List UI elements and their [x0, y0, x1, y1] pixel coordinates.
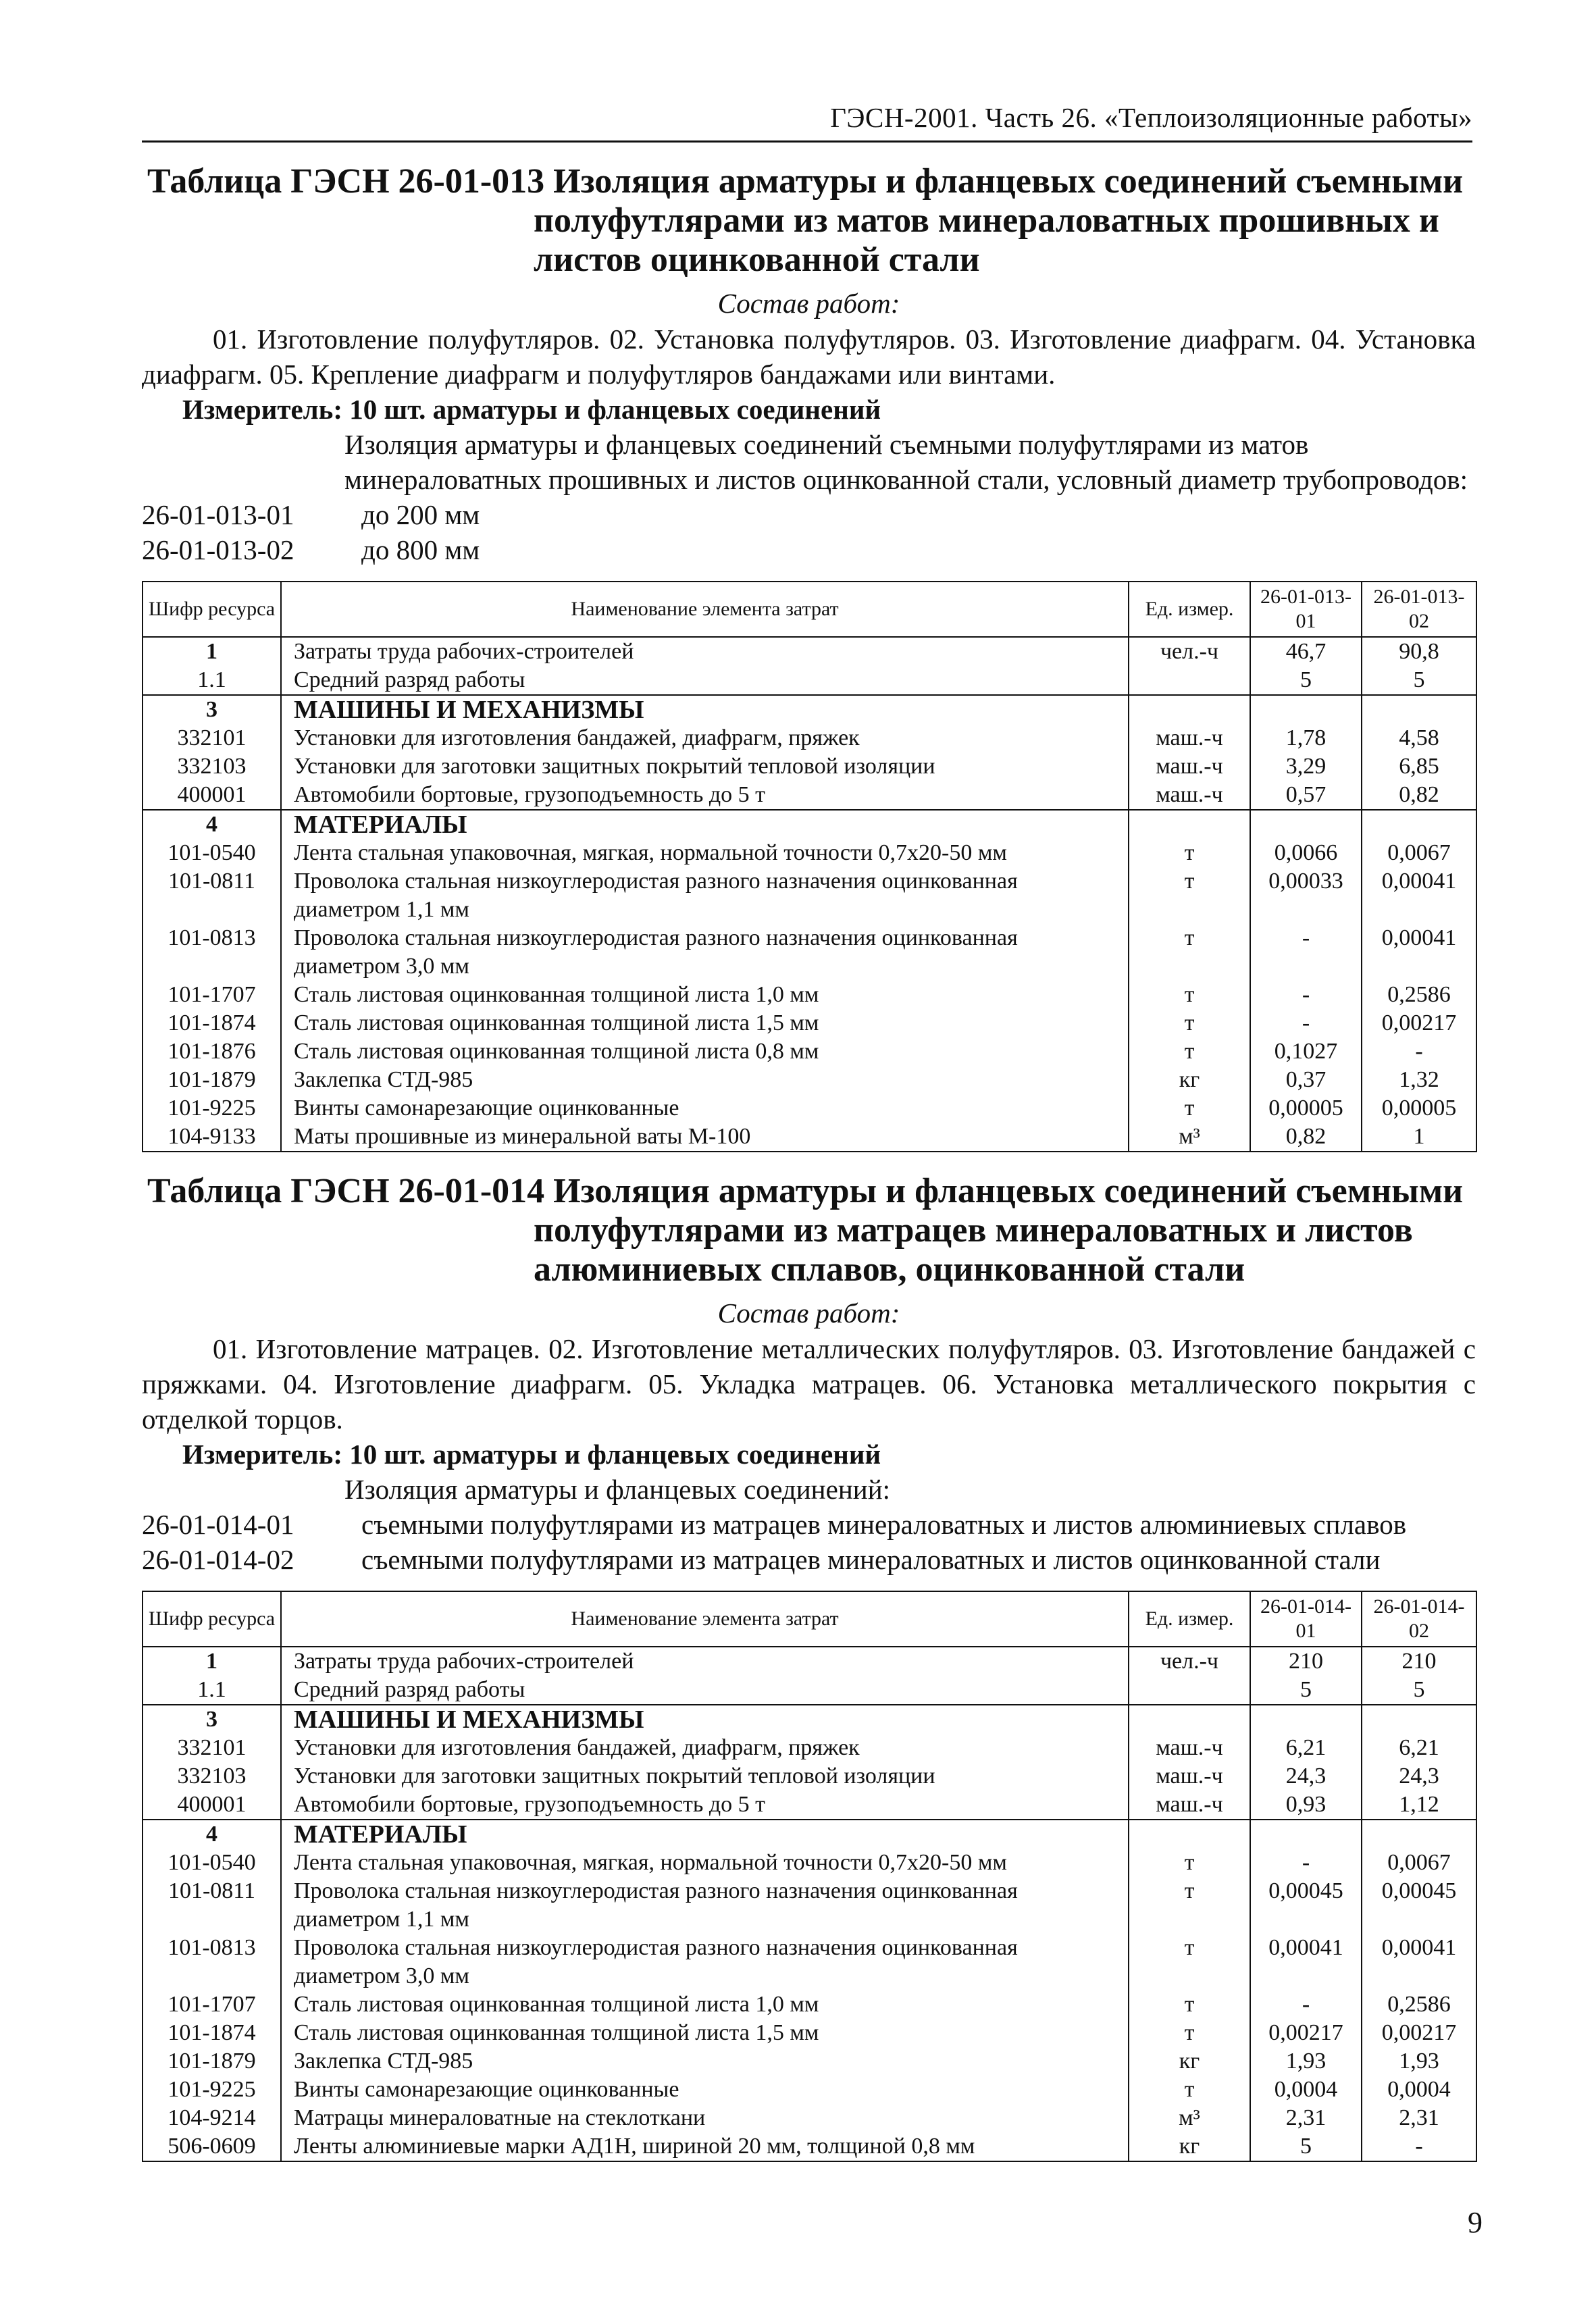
cell-code: 101-0540: [143, 1849, 281, 1877]
cell-name: Автомобили бортовые, грузоподъемность до 5 т: [281, 781, 1129, 810]
table-row: [143, 867, 1476, 924]
cell-norm-2: -: [1362, 1037, 1476, 1066]
norm-codes: [142, 497, 1476, 567]
cell-unit: м³: [1129, 2104, 1250, 2132]
cell-unit: [1129, 1676, 1250, 1705]
cell-name: МАТЕРИАЛЫ: [281, 1820, 1129, 1849]
title-line-3: алюминиевых сплавов, оцинкованной стали: [534, 1250, 1245, 1289]
composition-heading: Состав работ:: [717, 288, 900, 319]
cell-code: 4: [143, 1820, 281, 1849]
cell-name: Винты самонарезающие оцинкованные: [281, 1094, 1129, 1123]
cell-code: 101-0540: [143, 839, 281, 867]
cell-norm-2: 0,2586: [1362, 1990, 1476, 2019]
table-group-heading-row: [143, 810, 1476, 839]
norm-code-row: [142, 532, 1476, 567]
table-row: [143, 981, 1476, 1009]
cell-norm-1: [1250, 1820, 1362, 1849]
cell-norm-1: 5: [1250, 2132, 1362, 2161]
cell-unit: чел.-ч: [1129, 637, 1250, 666]
meter-line: Измеритель: 10 шт. арматуры и фланцевых соединений: [182, 1439, 881, 1470]
col-header-unit: Ед. измер.: [1129, 1591, 1250, 1647]
cell-norm-1: 5: [1250, 1676, 1362, 1705]
table-title: [142, 162, 1476, 280]
cell-name: Автомобили бортовые, грузоподъемность до 5 т: [281, 1791, 1129, 1820]
cell-norm-1: 0,93: [1250, 1791, 1362, 1820]
cell-code: 1.1: [143, 666, 281, 695]
cell-name: Затраты труда рабочих-строителей: [281, 1647, 1129, 1676]
cell-code: 400001: [143, 1791, 281, 1820]
cell-code: 4: [143, 810, 281, 839]
cell-unit: т: [1129, 1849, 1250, 1877]
cell-norm-1: -: [1250, 981, 1362, 1009]
cell-norm-2: 1,32: [1362, 1066, 1476, 1094]
table-row: [143, 839, 1476, 867]
cell-name: Маты прошивные из минеральной ваты М-100: [281, 1123, 1129, 1152]
cell-norm-2: 0,00041: [1362, 867, 1476, 924]
title-line-2: полуфутлярами из матрацев минераловатных и листов: [534, 1211, 1413, 1250]
cell-unit: т: [1129, 1037, 1250, 1066]
cell-norm-1: 0,57: [1250, 781, 1362, 810]
table-header-row: [143, 1591, 1476, 1647]
table-row: [143, 2019, 1476, 2047]
cell-norm-1: 24,3: [1250, 1762, 1362, 1791]
cell-norm-2: 0,00041: [1362, 1934, 1476, 1990]
cell-norm-2: 1,93: [1362, 2047, 1476, 2076]
table-group-heading-row: [143, 695, 1476, 724]
table-row: [143, 1066, 1476, 1094]
cell-norm-2: 1,12: [1362, 1791, 1476, 1820]
table-row: [143, 1762, 1476, 1791]
cell-unit: т: [1129, 1877, 1250, 1934]
table-header-row: [143, 582, 1476, 637]
cell-code: 101-0813: [143, 924, 281, 981]
cell-name: Средний разряд работы: [281, 1676, 1129, 1705]
cell-code: 3: [143, 695, 281, 724]
cell-unit: кг: [1129, 2132, 1250, 2161]
cell-unit: маш.-ч: [1129, 1762, 1250, 1791]
cell-unit: т: [1129, 1990, 1250, 2019]
cell-norm-1: -: [1250, 924, 1362, 981]
resource-table: [142, 581, 1477, 1152]
table-row: [143, 1037, 1476, 1066]
table-row: [143, 781, 1476, 810]
cell-code: 101-1879: [143, 2047, 281, 2076]
cell-unit: [1129, 810, 1250, 839]
cell-name: Проволока стальная низкоуглеродистая разного назначения оцинкованная диаметром 3,0 мм: [281, 1934, 1129, 1990]
cell-code: 101-1876: [143, 1037, 281, 1066]
cell-code: 506-0609: [143, 2132, 281, 2161]
col-header-code: Шифр ресурса: [143, 582, 281, 637]
cell-norm-1: 1,78: [1250, 724, 1362, 752]
norm-code: 26-01-014-02: [142, 1544, 294, 1575]
cell-code: 332103: [143, 752, 281, 781]
table-section-26-01-014: [142, 1172, 1476, 2162]
cell-norm-2: 0,2586: [1362, 981, 1476, 1009]
cell-code: 101-1874: [143, 2019, 281, 2047]
table-row: [143, 724, 1476, 752]
cell-norm-1: -: [1250, 1849, 1362, 1877]
title-line-1: Таблица ГЭСН 26-01-013 Изоляция арматуры и фланцевых соединений съемными: [147, 162, 1464, 201]
cell-name: Сталь листовая оцинкованная толщиной листа 0,8 мм: [281, 1037, 1129, 1066]
cell-code: 101-1879: [143, 1066, 281, 1094]
cell-name: Установки для заготовки защитных покрытий тепловой изоляции: [281, 752, 1129, 781]
cell-norm-2: -: [1362, 2132, 1476, 2161]
cell-norm-2: 0,00045: [1362, 1877, 1476, 1934]
cell-code: 1.1: [143, 1676, 281, 1705]
col-header-name: Наименование элемента затрат: [281, 582, 1129, 637]
table-row: [143, 1849, 1476, 1877]
cell-norm-2: 0,00217: [1362, 1009, 1476, 1037]
norm-code-row: [142, 1507, 1476, 1542]
cell-unit: т: [1129, 924, 1250, 981]
cell-code: 101-0811: [143, 1877, 281, 1934]
cell-unit: [1129, 695, 1250, 724]
cell-norm-2: [1362, 1820, 1476, 1849]
norm-intro: Изоляция арматуры и фланцевых соединений:: [344, 1474, 891, 1505]
cell-norm-2: 0,0004: [1362, 2076, 1476, 2104]
norm-code-row: [142, 1542, 1476, 1577]
cell-unit: т: [1129, 2019, 1250, 2047]
cell-unit: т: [1129, 839, 1250, 867]
norm-code-description: съемными полуфутлярами из матрацев минераловатных и листов оцинкованной стали: [361, 1544, 1381, 1575]
cell-unit: [1129, 1705, 1250, 1734]
cell-norm-2: 0,0067: [1362, 839, 1476, 867]
cell-name: Затраты труда рабочих-строителей: [281, 637, 1129, 666]
table-row: [143, 924, 1476, 981]
cell-norm-1: [1250, 1705, 1362, 1734]
cell-unit: маш.-ч: [1129, 724, 1250, 752]
cell-norm-2: [1362, 1705, 1476, 1734]
cell-code: 101-1707: [143, 1990, 281, 2019]
composition-text: 01. Изготовление полуфутляров. 02. Установка полуфутляров. 03. Изготовление диафрагм. 04. Установка диафрагм. 05. Крепление диафрагм и полуфутляров бандажами или винтами.: [142, 324, 1476, 390]
col-header-norm-1: 26-01-013-01: [1250, 582, 1362, 637]
table-row: [143, 1647, 1476, 1676]
cell-norm-1: 0,82: [1250, 1123, 1362, 1152]
table-row: [143, 1094, 1476, 1123]
cell-norm-1: 0,0066: [1250, 839, 1362, 867]
cell-unit: т: [1129, 2076, 1250, 2104]
cell-norm-2: 210: [1362, 1647, 1476, 1676]
cell-code: 101-1707: [143, 981, 281, 1009]
norm-intro: Изоляция арматуры и фланцевых соединений съемными полуфутлярами из матов минераловатных прошивных и листов оцинкованной стали, условный диаметр трубопроводов:: [344, 429, 1468, 495]
cell-unit: т: [1129, 1094, 1250, 1123]
cell-name: Лента стальная упаковочная, мягкая, нормальной точности 0,7х20-50 мм: [281, 839, 1129, 867]
cell-name: Сталь листовая оцинкованная толщиной листа 1,5 мм: [281, 2019, 1129, 2047]
cell-unit: т: [1129, 867, 1250, 924]
cell-name: МАШИНЫ И МЕХАНИЗМЫ: [281, 1705, 1129, 1734]
cell-name: Установки для заготовки защитных покрытий тепловой изоляции: [281, 1762, 1129, 1791]
cell-name: Проволока стальная низкоуглеродистая разного назначения оцинкованная диаметром 1,1 мм: [281, 867, 1129, 924]
cell-norm-1: 5: [1250, 666, 1362, 695]
composition-heading: Состав работ:: [717, 1297, 900, 1329]
table-row: [143, 637, 1476, 666]
running-header: ГЭСН-2001. Часть 26. «Теплоизоляционные работы»: [142, 101, 1472, 143]
cell-name: Винты самонарезающие оцинкованные: [281, 2076, 1129, 2104]
cell-norm-1: -: [1250, 1990, 1362, 2019]
cell-unit: кг: [1129, 1066, 1250, 1094]
cell-unit: чел.-ч: [1129, 1647, 1250, 1676]
cell-unit: т: [1129, 981, 1250, 1009]
cell-code: 332101: [143, 1734, 281, 1762]
table-row: [143, 1734, 1476, 1762]
cell-norm-1: 0,00041: [1250, 1934, 1362, 1990]
cell-code: 101-0813: [143, 1934, 281, 1990]
cell-name: Средний разряд работы: [281, 666, 1129, 695]
cell-norm-1: 6,21: [1250, 1734, 1362, 1762]
cell-name: Ленты алюминиевые марки АД1Н, шириной 20 мм, толщиной 0,8 мм: [281, 2132, 1129, 2161]
norm-code-description: съемными полуфутлярами из матрацев минераловатных и листов алюминиевых сплавов: [361, 1509, 1407, 1540]
col-header-code: Шифр ресурса: [143, 1591, 281, 1647]
table-row: [143, 752, 1476, 781]
title-line-1: Таблица ГЭСН 26-01-014 Изоляция арматуры и фланцевых соединений съемными: [147, 1172, 1464, 1210]
table-row: [143, 2076, 1476, 2104]
norm-code: 26-01-014-01: [142, 1509, 294, 1540]
cell-name: Сталь листовая оцинкованная толщиной листа 1,0 мм: [281, 981, 1129, 1009]
cell-norm-2: 0,0067: [1362, 1849, 1476, 1877]
cell-code: 1: [143, 637, 281, 666]
cell-code: 332103: [143, 1762, 281, 1791]
norm-code-description: до 800 мм: [361, 534, 480, 565]
cell-norm-1: 2,31: [1250, 2104, 1362, 2132]
cell-code: 3: [143, 1705, 281, 1734]
cell-code: 104-9214: [143, 2104, 281, 2132]
cell-unit: маш.-ч: [1129, 781, 1250, 810]
cell-norm-1: 0,1027: [1250, 1037, 1362, 1066]
cell-norm-1: 0,00045: [1250, 1877, 1362, 1934]
cell-unit: т: [1129, 1934, 1250, 1990]
cell-unit: маш.-ч: [1129, 1734, 1250, 1762]
cell-norm-2: 5: [1362, 666, 1476, 695]
cell-name: Установки для изготовления бандажей, диафрагм, пряжек: [281, 1734, 1129, 1762]
table-row: [143, 666, 1476, 695]
cell-unit: м³: [1129, 1123, 1250, 1152]
cell-norm-2: 4,58: [1362, 724, 1476, 752]
table-row: [143, 1791, 1476, 1820]
cell-unit: т: [1129, 1009, 1250, 1037]
norm-code-row: [142, 497, 1476, 532]
cell-norm-2: 1: [1362, 1123, 1476, 1152]
cell-name: Заклепка СТД-985: [281, 2047, 1129, 2076]
cell-name: Сталь листовая оцинкованная толщиной листа 1,5 мм: [281, 1009, 1129, 1037]
cell-name: Проволока стальная низкоуглеродистая разного назначения оцинкованная диаметром 3,0 мм: [281, 924, 1129, 981]
cell-norm-1: 0,37: [1250, 1066, 1362, 1094]
cell-norm-2: 90,8: [1362, 637, 1476, 666]
col-header-name: Наименование элемента затрат: [281, 1591, 1129, 1647]
cell-code: 101-9225: [143, 1094, 281, 1123]
cell-unit: маш.-ч: [1129, 1791, 1250, 1820]
col-header-unit: Ед. измер.: [1129, 582, 1250, 637]
cell-code: 104-9133: [143, 1123, 281, 1152]
cell-name: Проволока стальная низкоуглеродистая разного назначения оцинкованная диаметром 1,1 мм: [281, 1877, 1129, 1934]
col-header-norm-2: 26-01-013-02: [1362, 582, 1476, 637]
cell-code: 400001: [143, 781, 281, 810]
table-row: [143, 1009, 1476, 1037]
cell-code: 332101: [143, 724, 281, 752]
cell-norm-2: 0,00041: [1362, 924, 1476, 981]
col-header-norm-1: 26-01-014-01: [1250, 1591, 1362, 1647]
cell-code: 101-9225: [143, 2076, 281, 2104]
cell-code: 101-0811: [143, 867, 281, 924]
cell-norm-1: 0,00217: [1250, 2019, 1362, 2047]
cell-norm-1: [1250, 695, 1362, 724]
table-row: [143, 1934, 1476, 1990]
cell-norm-1: -: [1250, 1009, 1362, 1037]
table-row: [143, 1877, 1476, 1934]
col-header-norm-2: 26-01-014-02: [1362, 1591, 1476, 1647]
cell-name: МАШИНЫ И МЕХАНИЗМЫ: [281, 695, 1129, 724]
cell-norm-2: 0,00005: [1362, 1094, 1476, 1123]
cell-unit: кг: [1129, 2047, 1250, 2076]
composition-text: 01. Изготовление матрацев. 02. Изготовление металлических полуфутляров. 03. Изготовление бандажей с пряжками. 04. Изготовление диафрагм. 05. Укладка матрацев. 06. Установка металлического покрытия с отделкой торцов.: [142, 1333, 1476, 1435]
cell-norm-2: 0,00217: [1362, 2019, 1476, 2047]
title-line-2: полуфутлярами из матов минераловатных прошивных и: [534, 201, 1439, 240]
cell-code: 1: [143, 1647, 281, 1676]
cell-name: Лента стальная упаковочная, мягкая, нормальной точности 0,7х20-50 мм: [281, 1849, 1129, 1877]
table-row: [143, 1676, 1476, 1705]
cell-norm-2: 6,21: [1362, 1734, 1476, 1762]
cell-norm-2: 5: [1362, 1676, 1476, 1705]
norm-code: 26-01-013-02: [142, 534, 294, 565]
title-line-3: листов оцинкованной стали: [534, 240, 980, 279]
table-row: [143, 2104, 1476, 2132]
cell-norm-2: [1362, 810, 1476, 839]
cell-norm-2: [1362, 695, 1476, 724]
cell-norm-1: 0,0004: [1250, 2076, 1362, 2104]
cell-name: МАТЕРИАЛЫ: [281, 810, 1129, 839]
cell-name: Заклепка СТД-985: [281, 1066, 1129, 1094]
resource-table: [142, 1591, 1477, 2162]
cell-code: 101-1874: [143, 1009, 281, 1037]
table-section-26-01-013: [142, 162, 1476, 1152]
table-group-heading-row: [143, 1820, 1476, 1849]
table-row: [143, 1123, 1476, 1152]
cell-norm-2: 6,85: [1362, 752, 1476, 781]
cell-norm-1: 46,7: [1250, 637, 1362, 666]
cell-name: Установки для изготовления бандажей, диафрагм, пряжек: [281, 724, 1129, 752]
cell-norm-1: 210: [1250, 1647, 1362, 1676]
cell-norm-2: 2,31: [1362, 2104, 1476, 2132]
cell-norm-1: 1,93: [1250, 2047, 1362, 2076]
norm-codes: [142, 1507, 1476, 1577]
cell-unit: [1129, 1820, 1250, 1849]
norm-code: 26-01-013-01: [142, 499, 294, 530]
table-group-heading-row: [143, 1705, 1476, 1734]
table-row: [143, 2047, 1476, 2076]
table-row: [143, 2132, 1476, 2161]
cell-norm-1: 3,29: [1250, 752, 1362, 781]
norm-code-description: до 200 мм: [361, 499, 480, 530]
cell-name: Матрацы минераловатные на стеклоткани: [281, 2104, 1129, 2132]
cell-name: Сталь листовая оцинкованная толщиной листа 1,0 мм: [281, 1990, 1129, 2019]
table-row: [143, 1990, 1476, 2019]
cell-norm-2: 24,3: [1362, 1762, 1476, 1791]
cell-unit: [1129, 666, 1250, 695]
page-number: 9: [1468, 2206, 1483, 2239]
cell-norm-1: 0,00005: [1250, 1094, 1362, 1123]
cell-unit: маш.-ч: [1129, 752, 1250, 781]
table-title: [142, 1172, 1476, 1289]
cell-norm-1: [1250, 810, 1362, 839]
cell-norm-1: 0,00033: [1250, 867, 1362, 924]
meter-line: Измеритель: 10 шт. арматуры и фланцевых соединений: [182, 394, 881, 425]
cell-norm-2: 0,82: [1362, 781, 1476, 810]
